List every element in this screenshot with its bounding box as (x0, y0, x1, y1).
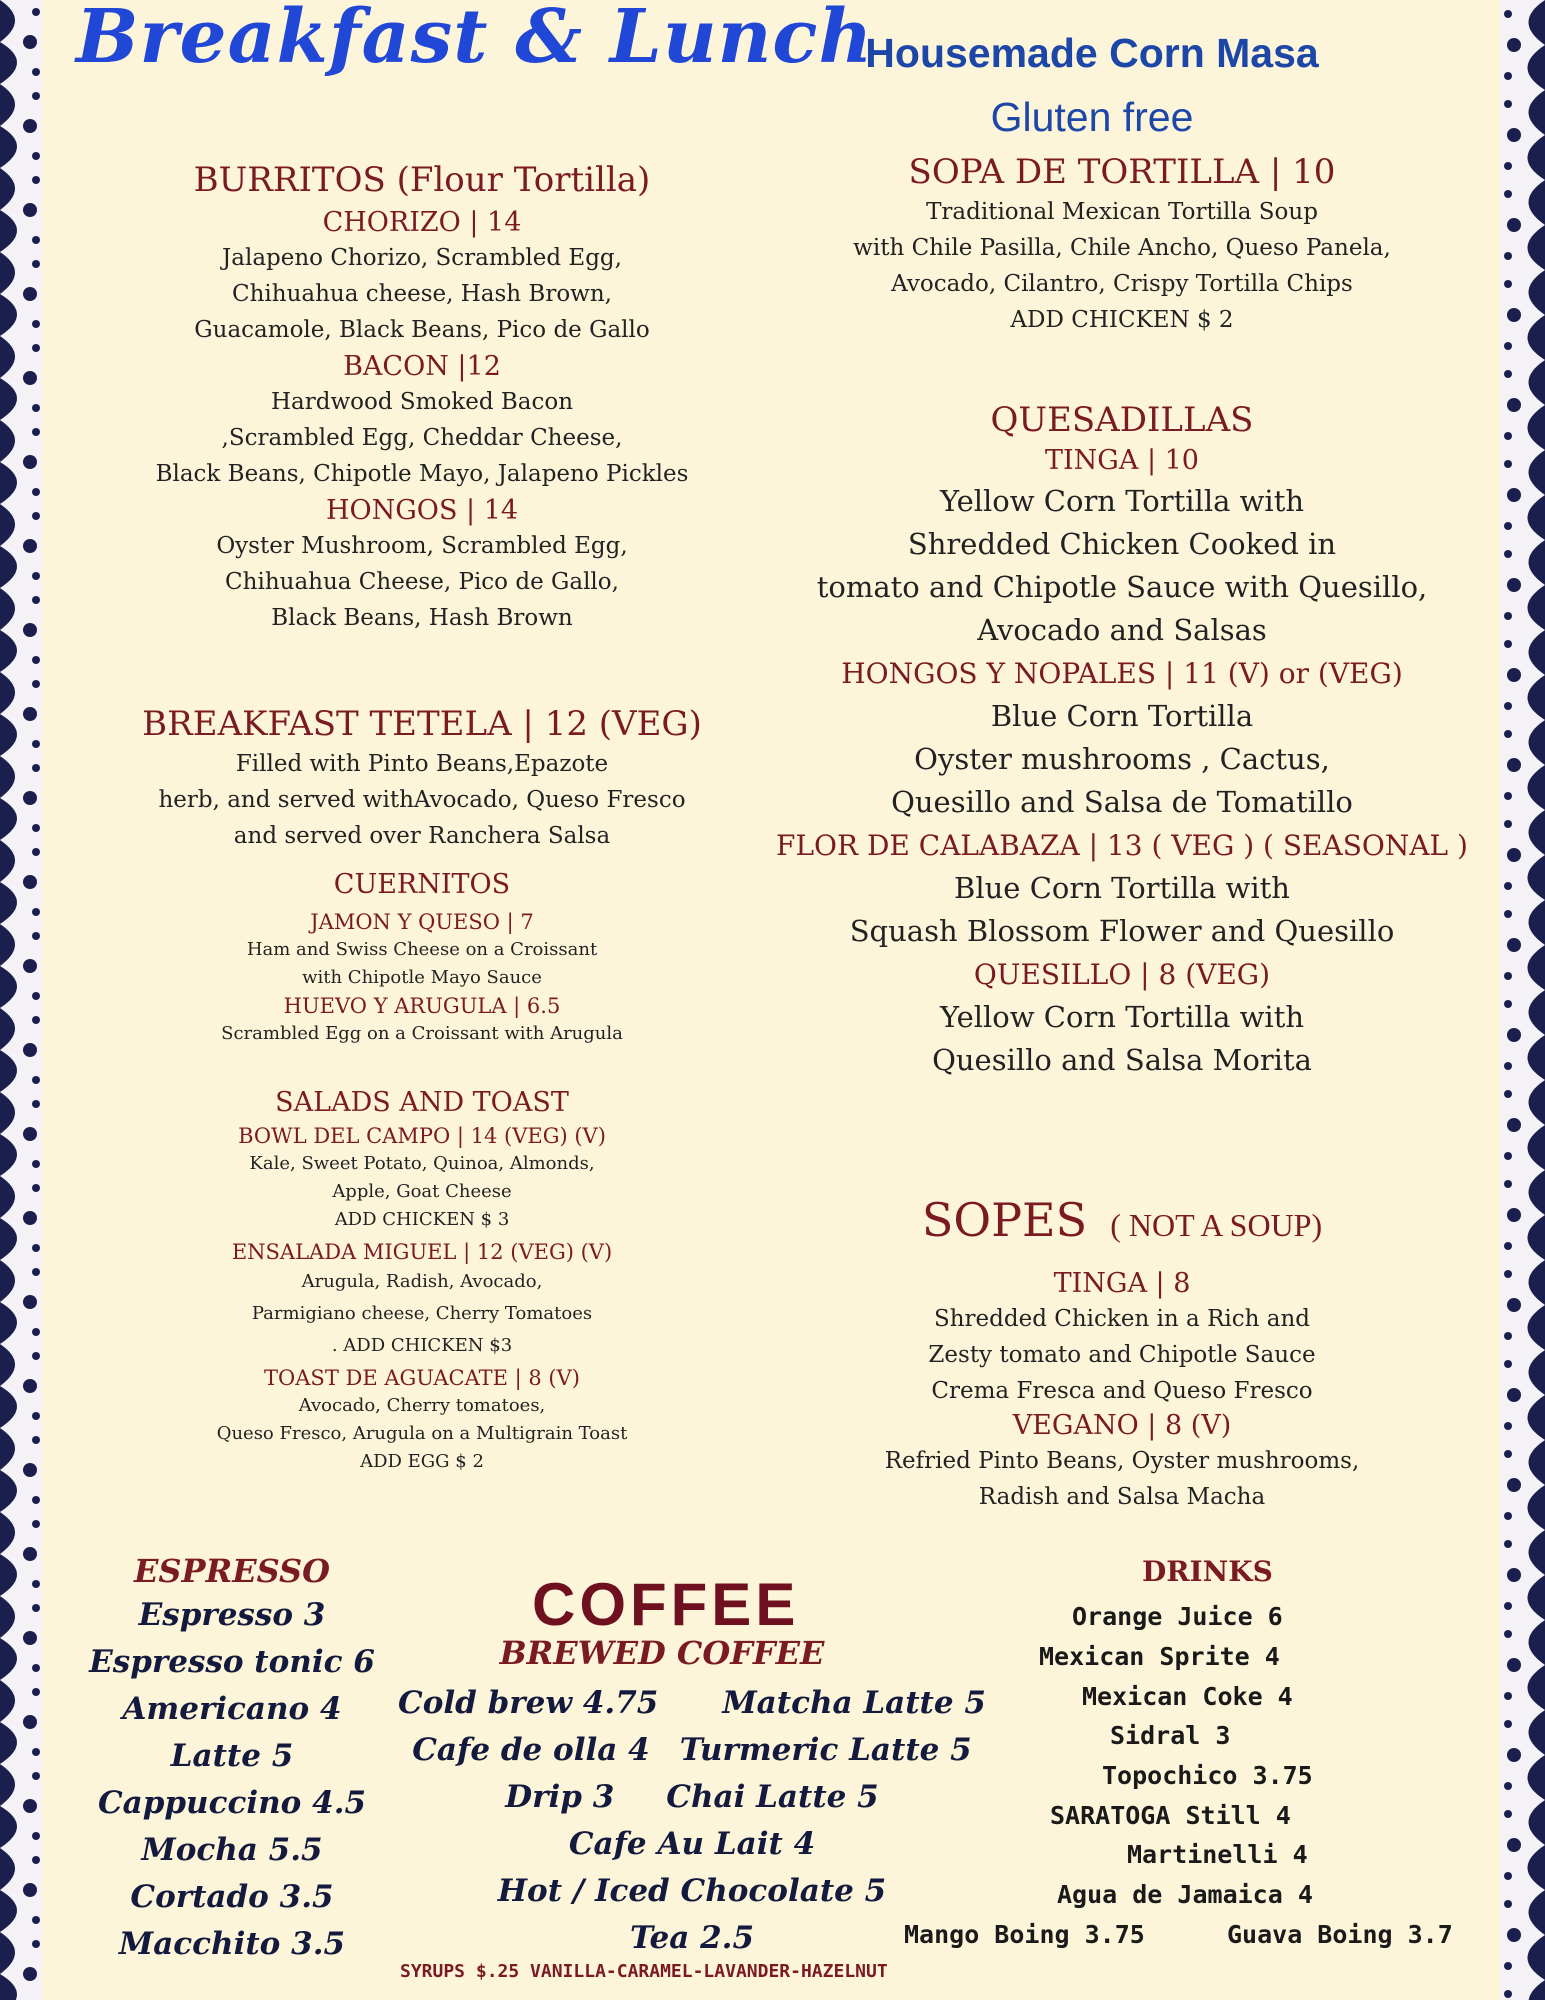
menu-item-name: BOWL DEL CAMPO | 14 (VEG) (V) (238, 1124, 606, 1148)
menu-item: Cafe Au Lait 4 (568, 1826, 816, 1862)
menu-item-name: CHORIZO | 14 (322, 207, 522, 238)
section-heading: SOPA DE TORTILLA | 10 (908, 152, 1336, 192)
section-heading: BURRITOS (Flour Tortilla) (193, 160, 651, 200)
sopes-heading-row (742, 1190, 1502, 1261)
coffee-heading: COFFEE (532, 1571, 800, 1638)
menu-item: Espresso 3 (138, 1597, 326, 1633)
menu-item-desc: Blue Corn Tortilla (990, 699, 1254, 733)
menu-item: Mocha 5.5 (141, 1832, 323, 1868)
menu-item-desc: Radish and Salsa Macha (978, 1484, 1266, 1510)
syrups-note: SYRUPS $.25 VANILLA-CARAMEL-LAVANDER-HAZELNUT (400, 1961, 888, 1982)
drink-item: Sidral 3 (1110, 1721, 1231, 1750)
cuernitos-section (72, 868, 772, 1048)
gluten-free-label: Gluten free (990, 94, 1194, 140)
menu-item-name: HUEVO Y ARUGULA | 6.5 (283, 994, 561, 1018)
menu-item-name: BACON |12 (343, 351, 501, 382)
menu-item-desc: Avocado, Cherry tomatoes, (298, 1395, 546, 1416)
sopa-section (742, 150, 1502, 338)
menu-item-desc: Avocado, Cilantro, Crispy Tortilla Chips (891, 271, 1353, 297)
menu-item-desc: Shredded Chicken Cooked in (907, 527, 1337, 561)
menu-item-name: JAMON Y QUESO | 7 (310, 910, 534, 934)
left-tile-border (0, 0, 42, 2000)
right-tile-border (1500, 0, 1545, 2000)
section-heading: BREAKFAST TETELA | 12 (VEG) (142, 704, 702, 744)
menu-item: Chai Latte 5 (666, 1779, 879, 1815)
drink-item: Martinelli 4 (1127, 1840, 1308, 1869)
brewed-coffee-heading: BREWED COFFEE (499, 1634, 825, 1672)
menu-item-name: TINGA | 8 (1053, 1268, 1191, 1299)
menu-item-name: HONGOS | 14 (325, 495, 519, 526)
menu-page (42, 0, 1500, 2000)
menu-item-desc: Scrambled Egg on a Croissant with Arugula (221, 1023, 623, 1044)
menu-item-desc: Hardwood Smoked Bacon (270, 389, 574, 415)
menu-item-desc: and served over Ranchera Salsa (233, 823, 611, 849)
menu-item: Hot / Iced Chocolate 5 (497, 1873, 887, 1909)
menu-item-desc: with Chile Pasilla, Chile Ancho, Queso Panela, (853, 235, 1391, 261)
menu-item: Macchito 3.5 (118, 1926, 346, 1962)
section-heading: CUERNITOS (333, 869, 511, 900)
drink-item: Guava Boing 3.7 (1227, 1920, 1453, 1949)
menu-item-name: ENSALADA MIGUEL | 12 (VEG) (V) (231, 1240, 613, 1264)
menu-item-desc: Squash Blossom Flower and Quesillo (849, 914, 1395, 948)
drink-item: Mexican Sprite 4 (1039, 1642, 1280, 1671)
menu-item-desc: Quesillo and Salsa Morita (932, 1043, 1312, 1077)
drink-item: SARATOGA Still 4 (1050, 1801, 1291, 1830)
drink-item: Orange Juice 6 (1072, 1602, 1283, 1631)
drinks-heading: DRINKS (1142, 1555, 1273, 1588)
menu-item-desc: Jalapeno Chorizo, Scrambled Egg, (222, 245, 622, 271)
menu-item: Cafe de olla 4 (412, 1732, 650, 1768)
menu-item-desc: Parmigiano cheese, Cherry Tomatoes (251, 1303, 593, 1324)
menu-item: Drip 3 (505, 1779, 615, 1815)
menu-item-desc: Chihuahua Cheese, Pico de Gallo, (225, 569, 619, 595)
menu-item: Latte 5 (170, 1738, 294, 1774)
salads-section (72, 1086, 772, 1476)
menu-item: Espresso tonic 6 (89, 1644, 375, 1680)
menu-item-desc: Filled with Pinto Beans,Epazote (235, 751, 609, 777)
menu-item-desc: Yellow Corn Tortilla with (939, 1000, 1305, 1034)
drink-item: Mango Boing 3.75 (904, 1920, 1145, 1949)
menu-item-desc: Refried Pinto Beans, Oyster mushrooms, (884, 1448, 1360, 1474)
menu-item-desc: Traditional Mexican Tortilla Soup (926, 199, 1318, 225)
section-heading: QUESADILLAS (990, 400, 1254, 440)
menu-item-name: TOAST DE AGUACATE | 8 (V) (264, 1366, 580, 1390)
page-title: Breakfast & Lunch (76, 0, 874, 80)
menu-item-desc: Kale, Sweet Potato, Quinoa, Almonds, (249, 1153, 595, 1174)
drink-item: Mexican Coke 4 (1082, 1682, 1293, 1711)
menu-item-desc: ADD CHICKEN $ 3 (334, 1209, 510, 1230)
menu-item-desc: with Chipotle Mayo Sauce (302, 967, 542, 988)
menu-item: Tea 2.5 (629, 1920, 755, 1956)
section-heading: ESPRESSO (134, 1552, 330, 1590)
menu-item-desc: Apple, Goat Cheese (332, 1181, 512, 1202)
menu-item-name: QUESILLO | 8 (VEG) (973, 958, 1271, 991)
menu-item-desc: Black Beans, Chipotle Mayo, Jalapeno Pickles (155, 461, 689, 487)
menu-item-name: TINGA | 10 (1045, 445, 1199, 476)
masa-title: Housemade Corn Masa (865, 30, 1319, 76)
menu-item: Cappuccino 4.5 (97, 1785, 367, 1821)
menu-item-desc: Shredded Chicken in a Rich and (933, 1306, 1311, 1332)
tile-pattern-icon (1500, 0, 1545, 2000)
menu-item-desc: Guacamole, Black Beans, Pico de Gallo (194, 317, 650, 343)
tetela-section (72, 702, 772, 854)
menu-item: Americano 4 (122, 1691, 342, 1727)
menu-item-desc: herb, and served withAvocado, Queso Fresco (158, 787, 686, 813)
menu-item-desc: ADD CHICKEN $ 2 (1010, 307, 1234, 333)
coffee-row (382, 1680, 1002, 1727)
menu-item-desc: ,Scrambled Egg, Cheddar Cheese, (221, 425, 623, 451)
menu-item-desc: Yellow Corn Tortilla with (939, 484, 1305, 518)
menu-item: Matcha Latte 5 (722, 1685, 986, 1721)
section-heading: SALADS AND TOAST (275, 1087, 569, 1118)
menu-item-desc: Ham and Swiss Cheese on a Croissant (246, 939, 598, 960)
menu-item-desc: Arugula, Radish, Avocado, (301, 1271, 543, 1292)
coffee-row (382, 1727, 1002, 1774)
menu-item-desc: Chihuahua cheese, Hash Brown, (232, 281, 612, 307)
menu-item-name: FLOR DE CALABAZA | 13 ( VEG ) ( SEASONAL ) (776, 829, 1468, 862)
menu-item: Cold brew 4.75 (398, 1685, 659, 1721)
menu-item: Cortado 3.5 (130, 1879, 334, 1915)
burritos-section (72, 158, 772, 636)
menu-item-desc: Oyster mushrooms , Cactus, (914, 742, 1330, 776)
menu-item: Turmeric Latte 5 (679, 1732, 972, 1768)
coffee-row (382, 1774, 1002, 1821)
menu-item-desc: Queso Fresco, Arugula on a Multigrain Toast (216, 1423, 628, 1444)
menu-item-name: HONGOS Y NOPALES | 11 (V) or (VEG) (841, 657, 1403, 690)
menu-item-desc: Crema Fresca and Queso Fresco (931, 1378, 1313, 1404)
quesadillas-section (742, 398, 1502, 1082)
espresso-section (72, 1550, 392, 1968)
section-heading: SOPES (921, 1193, 1088, 1247)
menu-item-desc: Quesillo and Salsa de Tomatillo (891, 785, 1353, 819)
menu-item-desc: Oyster Mushroom, Scrambled Egg, (216, 533, 628, 559)
menu-item-desc: Zesty tomato and Chipotle Sauce (928, 1342, 1316, 1368)
drink-item: Topochico 3.75 (1102, 1761, 1313, 1790)
menu-item-desc: Black Beans, Hash Brown (271, 605, 573, 631)
sopes-section (742, 1190, 1502, 1515)
menu-item-desc: Blue Corn Tortilla with (954, 871, 1290, 905)
sopes-note: ( NOT A SOUP) (1110, 1207, 1323, 1243)
menu-item-desc: ADD EGG $ 2 (360, 1451, 484, 1472)
menu-item-desc: tomato and Chipotle Sauce with Quesillo, (816, 570, 1428, 604)
drink-item: Agua de Jamaica 4 (1057, 1880, 1313, 1909)
menu-item-desc: Avocado and Salsas (977, 613, 1267, 647)
tile-pattern-icon (0, 0, 42, 2000)
menu-item-name: VEGANO | 8 (V) (1012, 1410, 1232, 1441)
menu-item-desc: . ADD CHICKEN $3 (331, 1335, 513, 1356)
